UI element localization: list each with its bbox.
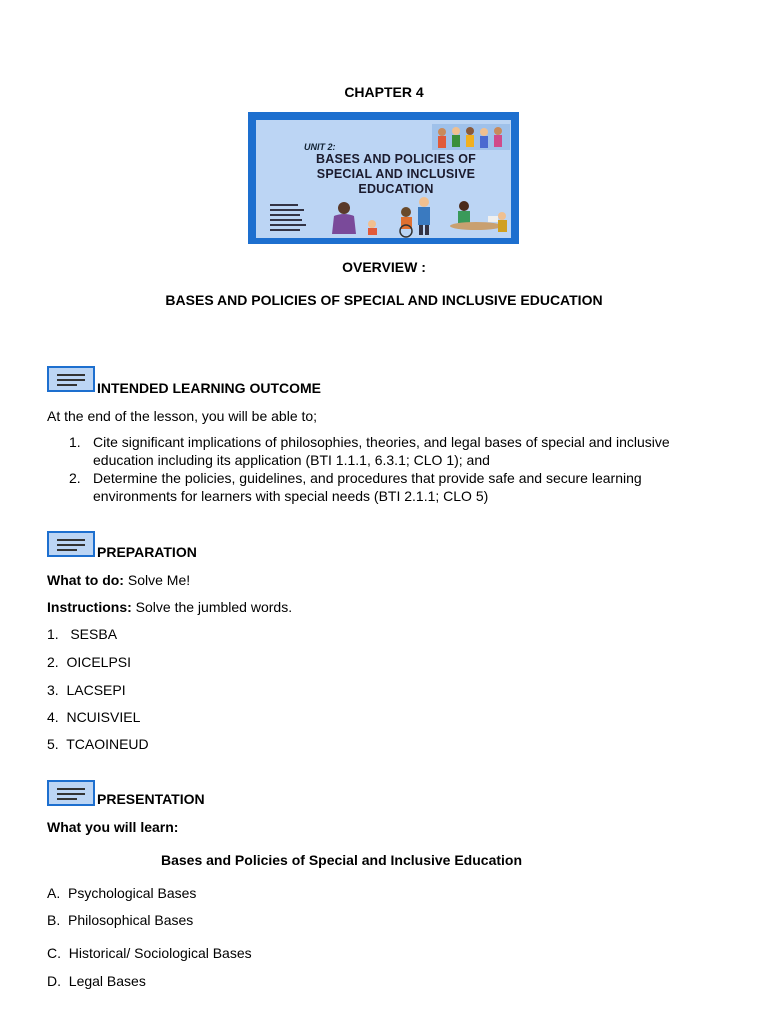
illustration-figure — [498, 220, 507, 232]
bases-item: B. Philosophical Bases — [47, 912, 194, 928]
illustration-figure — [438, 136, 446, 148]
ilo-item-line: education including its application (BTI 1.1.1, 6.3.1; CLO 1); and — [93, 452, 490, 468]
what-to-do-line — [47, 572, 190, 588]
overview-subheading: BASES AND POLICIES OF SPECIAL AND INCLUSIVE EDUCATION — [165, 292, 603, 308]
ilo-heading: INTENDED LEARNING OUTCOME — [97, 380, 321, 396]
illustration-figure — [425, 225, 429, 235]
what-to-do-value: Solve Me! — [123, 572, 191, 588]
chapter-title: CHAPTER 4 — [344, 84, 424, 100]
illustration-figure — [498, 212, 506, 220]
illustration-figure — [480, 128, 488, 136]
topic-title: Bases and Policies of Special and Inclusive Education — [161, 852, 523, 868]
illustration-figure — [452, 135, 460, 147]
illustration-figure — [419, 197, 429, 207]
section-thumbnail-image — [47, 366, 95, 392]
ilo-list — [47, 433, 707, 505]
section-thumbnail-image — [47, 780, 95, 806]
what-to-do-label: What to do: — [47, 572, 124, 588]
banner-title-line: SPECIAL AND INCLUSIVE — [316, 167, 476, 181]
illustration-figure — [418, 207, 430, 225]
presentation-heading: PRESENTATION — [97, 791, 205, 807]
ilo-item — [47, 433, 707, 469]
list-number: 1. — [69, 434, 81, 450]
illustration-figure — [452, 127, 460, 135]
bases-item: A. Psychological Bases — [47, 885, 197, 901]
illustration-figure — [488, 216, 498, 222]
jumbled-word: 1. SESBA — [47, 626, 118, 642]
unit-banner-image — [248, 112, 519, 244]
illustration-figure — [419, 225, 423, 235]
author-line — [270, 214, 300, 216]
people-illustration — [256, 120, 511, 238]
instructions-line — [47, 599, 292, 615]
jumbled-word: 5. TCAOINEUD — [47, 736, 149, 752]
illustration-figure — [466, 127, 474, 135]
instructions-value: Solve the jumbled words. — [131, 599, 293, 615]
instructions-label: Instructions: — [47, 599, 132, 615]
illustration-figure — [459, 201, 469, 211]
bases-item: C. Historical/ Sociological Bases — [47, 945, 252, 961]
author-line — [270, 229, 300, 231]
list-number: 2. — [69, 470, 81, 486]
author-line — [270, 204, 298, 206]
jumbled-word: 4. NCUISVIEL — [47, 709, 141, 725]
ilo-intro: At the end of the lesson, you will be able to; — [47, 408, 318, 424]
illustration-figure — [466, 135, 474, 147]
overview-heading: OVERVIEW : — [342, 259, 426, 275]
illustration-figure — [438, 128, 446, 136]
ilo-item — [47, 469, 707, 505]
author-line — [270, 224, 306, 226]
section-thumbnail-image — [47, 531, 95, 557]
banner-unit-label: UNIT 2: — [304, 142, 336, 152]
ilo-item-line: Determine the policies, guidelines, and procedures that provide safe and secure learning — [93, 470, 642, 486]
illustration-figure — [494, 127, 502, 135]
illustration-figure — [368, 228, 377, 235]
jumbled-word: 2. OICELPSI — [47, 654, 132, 670]
banner-title-line: BASES AND POLICIES OF — [315, 152, 476, 166]
banner-title-line: EDUCATION — [358, 182, 434, 196]
illustration-figure — [458, 211, 470, 223]
author-line — [270, 209, 304, 211]
illustration-figure — [480, 136, 488, 148]
ilo-item-line: Cite significant implications of philosophies, theories, and legal bases of special and inclusive — [93, 434, 670, 450]
author-line — [270, 219, 302, 221]
illustration-figure — [332, 214, 356, 234]
illustration-figure — [494, 135, 502, 147]
illustration-figure — [401, 207, 411, 217]
jumbled-word: 3. LACSEPI — [47, 682, 126, 698]
illustration-figure — [368, 220, 376, 228]
illustration-figure — [338, 202, 350, 214]
table-shape — [450, 222, 502, 230]
ilo-item-line: environments for learners with special needs (BTI 2.1.1; CLO 5) — [93, 488, 489, 504]
bases-item: D. Legal Bases — [47, 973, 146, 989]
preparation-heading: PREPARATION — [97, 544, 197, 560]
what-you-will-learn-label: What you will learn: — [47, 819, 179, 835]
